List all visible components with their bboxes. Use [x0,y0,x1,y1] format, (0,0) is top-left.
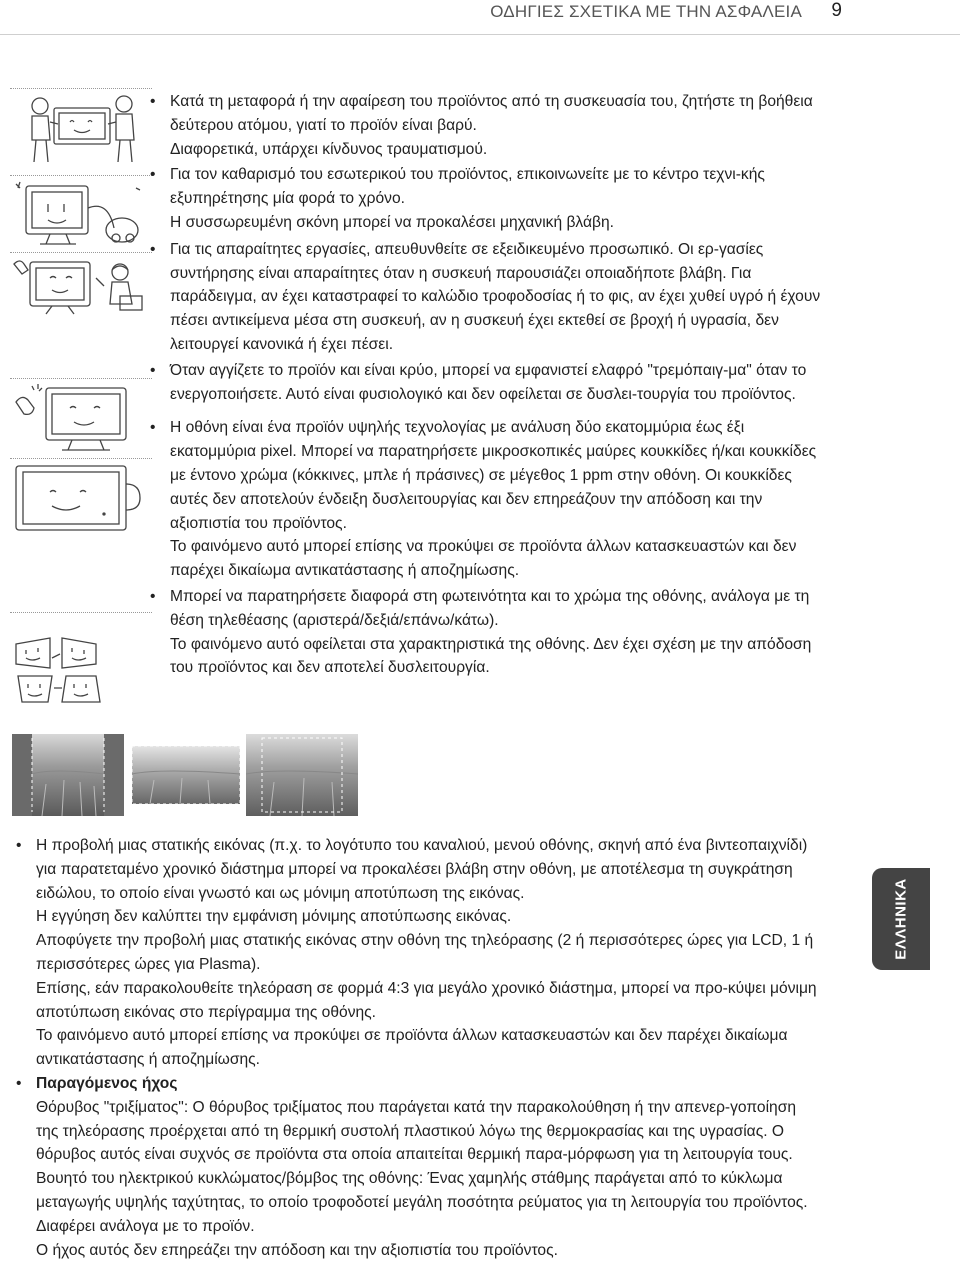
bullet: • [16,1074,22,1092]
language-tab[interactable] [872,868,930,970]
item-text: Η οθόνη είναι ένα προϊόν υψηλής τεχνολογίας με ανάλυση δύο εκατομμύρια έως έξι εκατομμύρια pixel. Μπορεί να παρατηρήσετε μικροσκοπικές μαύρες κουκκίδες ή/και κουκκίδες με έντονο χρώμα (κόκκινες, μπλε ή πράσινες) σε μέγεθος 1 ppm στην οθόνη. Οι κουκκίδες αυτές δεν αποτελούν ένδειξη δυσλειτουργίας και δεν επηρεάζουν την απόδοση και την αξιοπιστία του προϊόντος. [170,419,817,532]
item-heading: Παραγόμενος ήχος [36,1074,178,1092]
item-text: Το φαινόμενο αυτό οφείλεται στα χαρακτηριστικά της οθόνης. Δεν έχει σχέση με την απόδοση του προϊόντος και δεν αποτελεί δυσλειτουργία. [170,635,812,677]
bullet: • [150,166,156,184]
item-text: Διαφορετικά, υπάρχει κίνδυνος τραυματισμού. [170,140,488,158]
viewing-angle-illustration [12,628,152,708]
item-text: Η προβολή μιας στατικής εικόνας (π.χ. το λογότυπο του καναλιού, μενού οθόνης, σκηνή από ένα βιντεοπαιχνίδι) για παρατεταμένο χρονικό διάστημα μπορεί να προκαλέσει βλάβη στην οθόνη, με αποτέλεσμα τη συγκράτηση ειδώλου, το οποίο είναι γνωστό και ως μόνιμη αποτύπωση της εικόνας. [36,837,808,902]
divider [10,612,152,613]
list-item [16,834,822,1072]
pixel-tv-illustration [12,462,152,534]
list-item [150,585,830,680]
item-text: Όταν αγγίζετε το προϊόν και είναι κρύο, μπορεί να εμφανιστεί ελαφρό "τρεμόπαιγ-μα" όταν το ενεργοποιήσετε. Αυτό είναι φυσιολογικό και δεν οφείλεται σε δυσλει-τουργία του προϊόντος. [170,361,807,403]
item-text: Θόρυβος "τριξίματος": Ο θόρυβος τριξίματος που παράγεται κατά την παρακολούθηση ή την απενερ-γοποίηση της τηλεόρασης προέρχεται από τη θερμική συστολή πλαστικού λόγω της θερμοκρασίας και της υγρασίας. Ο θόρυβος αυτός είναι συχνός σε προϊόντα στα οποία απαιτείται θερμική παρα-μόρφωση για τη λειτουργία τους. Βουητό του ηλεκτρικού κυκλώματος/βόμβος της οθόνης: Ένας χαμηλής στάθμης παράγεται από το κύκλωμα μεταγωγής υψηλής ταχύτητας, το οποίο τροφοδοτεί μεγάλη ποσότητα ρεύματος για τη λειτουργία του προϊόντος. Διαφέρει ανάλογα με το προϊόν. [36,1098,808,1235]
retention-photo-2 [130,734,242,816]
list-item [150,90,830,161]
list-item [150,359,830,407]
divider [10,378,152,379]
bullet: • [16,837,22,854]
service-illustration [12,256,152,318]
cleaning-illustration [12,178,152,250]
item-text: Κατά τη μεταφορά ή την αφαίρεση του προϊόντος από τη συσκευασία του, ζητήστε τη βοήθεια δεύτερου ατόμου, γιατί το προϊόν είναι βαρύ. [170,93,813,134]
bullet: • [150,93,156,110]
upper-items [150,90,830,680]
list-item [16,1072,822,1262]
list-item [150,163,830,234]
retention-photo-3 [246,734,358,816]
item-text: Επίσης, εάν παρακολουθείτε τηλεόραση σε φορμά 4:3 για μεγάλο χρονικό διάστημα, μπορεί να προ-κύψει μόνιμη αποτύπωση εικόνας στο περίγραμμα της οθόνης. [36,979,817,1021]
header-divider [0,34,960,35]
divider [10,88,152,89]
item-text: Η συσσωρευμένη σκόνη μπορεί να προκαλέσει μηχανική βλάβη. [170,213,614,231]
item-text: Για τον καθαρισμό του εσωτερικού του προϊόντος, επικοινωνείτε με το κέντρο τεχνι-κής εξυπηρέτησης μία φορά το χρόνο. [170,166,765,208]
bullet: • [150,361,156,379]
divider [10,458,152,459]
bullet: • [150,419,156,437]
list-item [150,416,830,583]
bullet: • [150,240,156,258]
item-text: Μπορεί να παρατηρήσετε διαφορά στη φωτεινότητα και το χρώμα της οθόνης, ανάλογα με τη θέση τηλεθέασης (αριστερά/δεξιά/επάνω/κάτω). [170,587,810,629]
language-tab-label: ΕΛΛΗΝΙΚΑ [892,878,910,960]
divider [10,252,152,253]
list-item [150,238,830,357]
cold-tv-illustration [12,382,152,454]
item-text: Για τις απαραίτητες εργασίες, απευθυνθείτε σε εξειδικευμένο προσωπικό. Οι ερ-γασίες συντήρησης είναι απαραίτητες όταν η συσκευή παρουσιάζει οποιαδήποτε βλάβη. Για παράδειγμα, αν έχει καταστραφεί το καλώδιο τροφοδοσίας ή το φις, αν έχει χυθεί υγρό ή έχουν πέσει αντικείμενα μέσα στη συσκευή, αν η συσκευή έχει εκτεθεί σε βροχή ή υγρασία, δεν λειτουργεί κανονικά ή έχει πέσει. [170,240,821,353]
item-text: Το φαινόμενο αυτό μπορεί επίσης να προκύψει σε προϊόντα άλλων κατασκευαστών και δεν παρέχει δικαίωμα αντικατάστασης ή αποζημίωσης. [36,1027,788,1069]
lower-items [16,834,822,1262]
header-title: ΟΔΗΓΙΕΣ ΣΧΕΤΙΚΑ ΜΕ ΤΗΝ ΑΣΦΑΛΕΙΑ [490,2,802,21]
divider [10,175,152,176]
item-text: Η εγγύηση δεν καλύπτει την εμφάνιση μόνιμης αποτύπωσης εικόνας. [36,908,512,926]
item-text: Ο ήχος αυτός δεν επηρεάζει την απόδοση και την αξιοπιστία του προϊόντος. [36,1241,558,1259]
retention-photo-1 [12,734,124,816]
item-text: Το φαινόμενο αυτό μπορεί επίσης να προκύψει σε προϊόντα άλλων κατασκευαστών και δεν παρέχει δικαίωμα αντικατάστασης ή αποζημίωσης. [170,538,797,580]
bullet: • [150,587,156,605]
page-number: 9 [831,0,842,21]
carry-illustration [12,92,152,168]
item-text: Αποφύγετε την προβολή μιας στατικής εικόνας στην οθόνη της τηλεόρασης (2 ή περισσότερες ώρες για LCD, 1 ή περισσότερες ώρες για Plasma). [36,932,814,973]
